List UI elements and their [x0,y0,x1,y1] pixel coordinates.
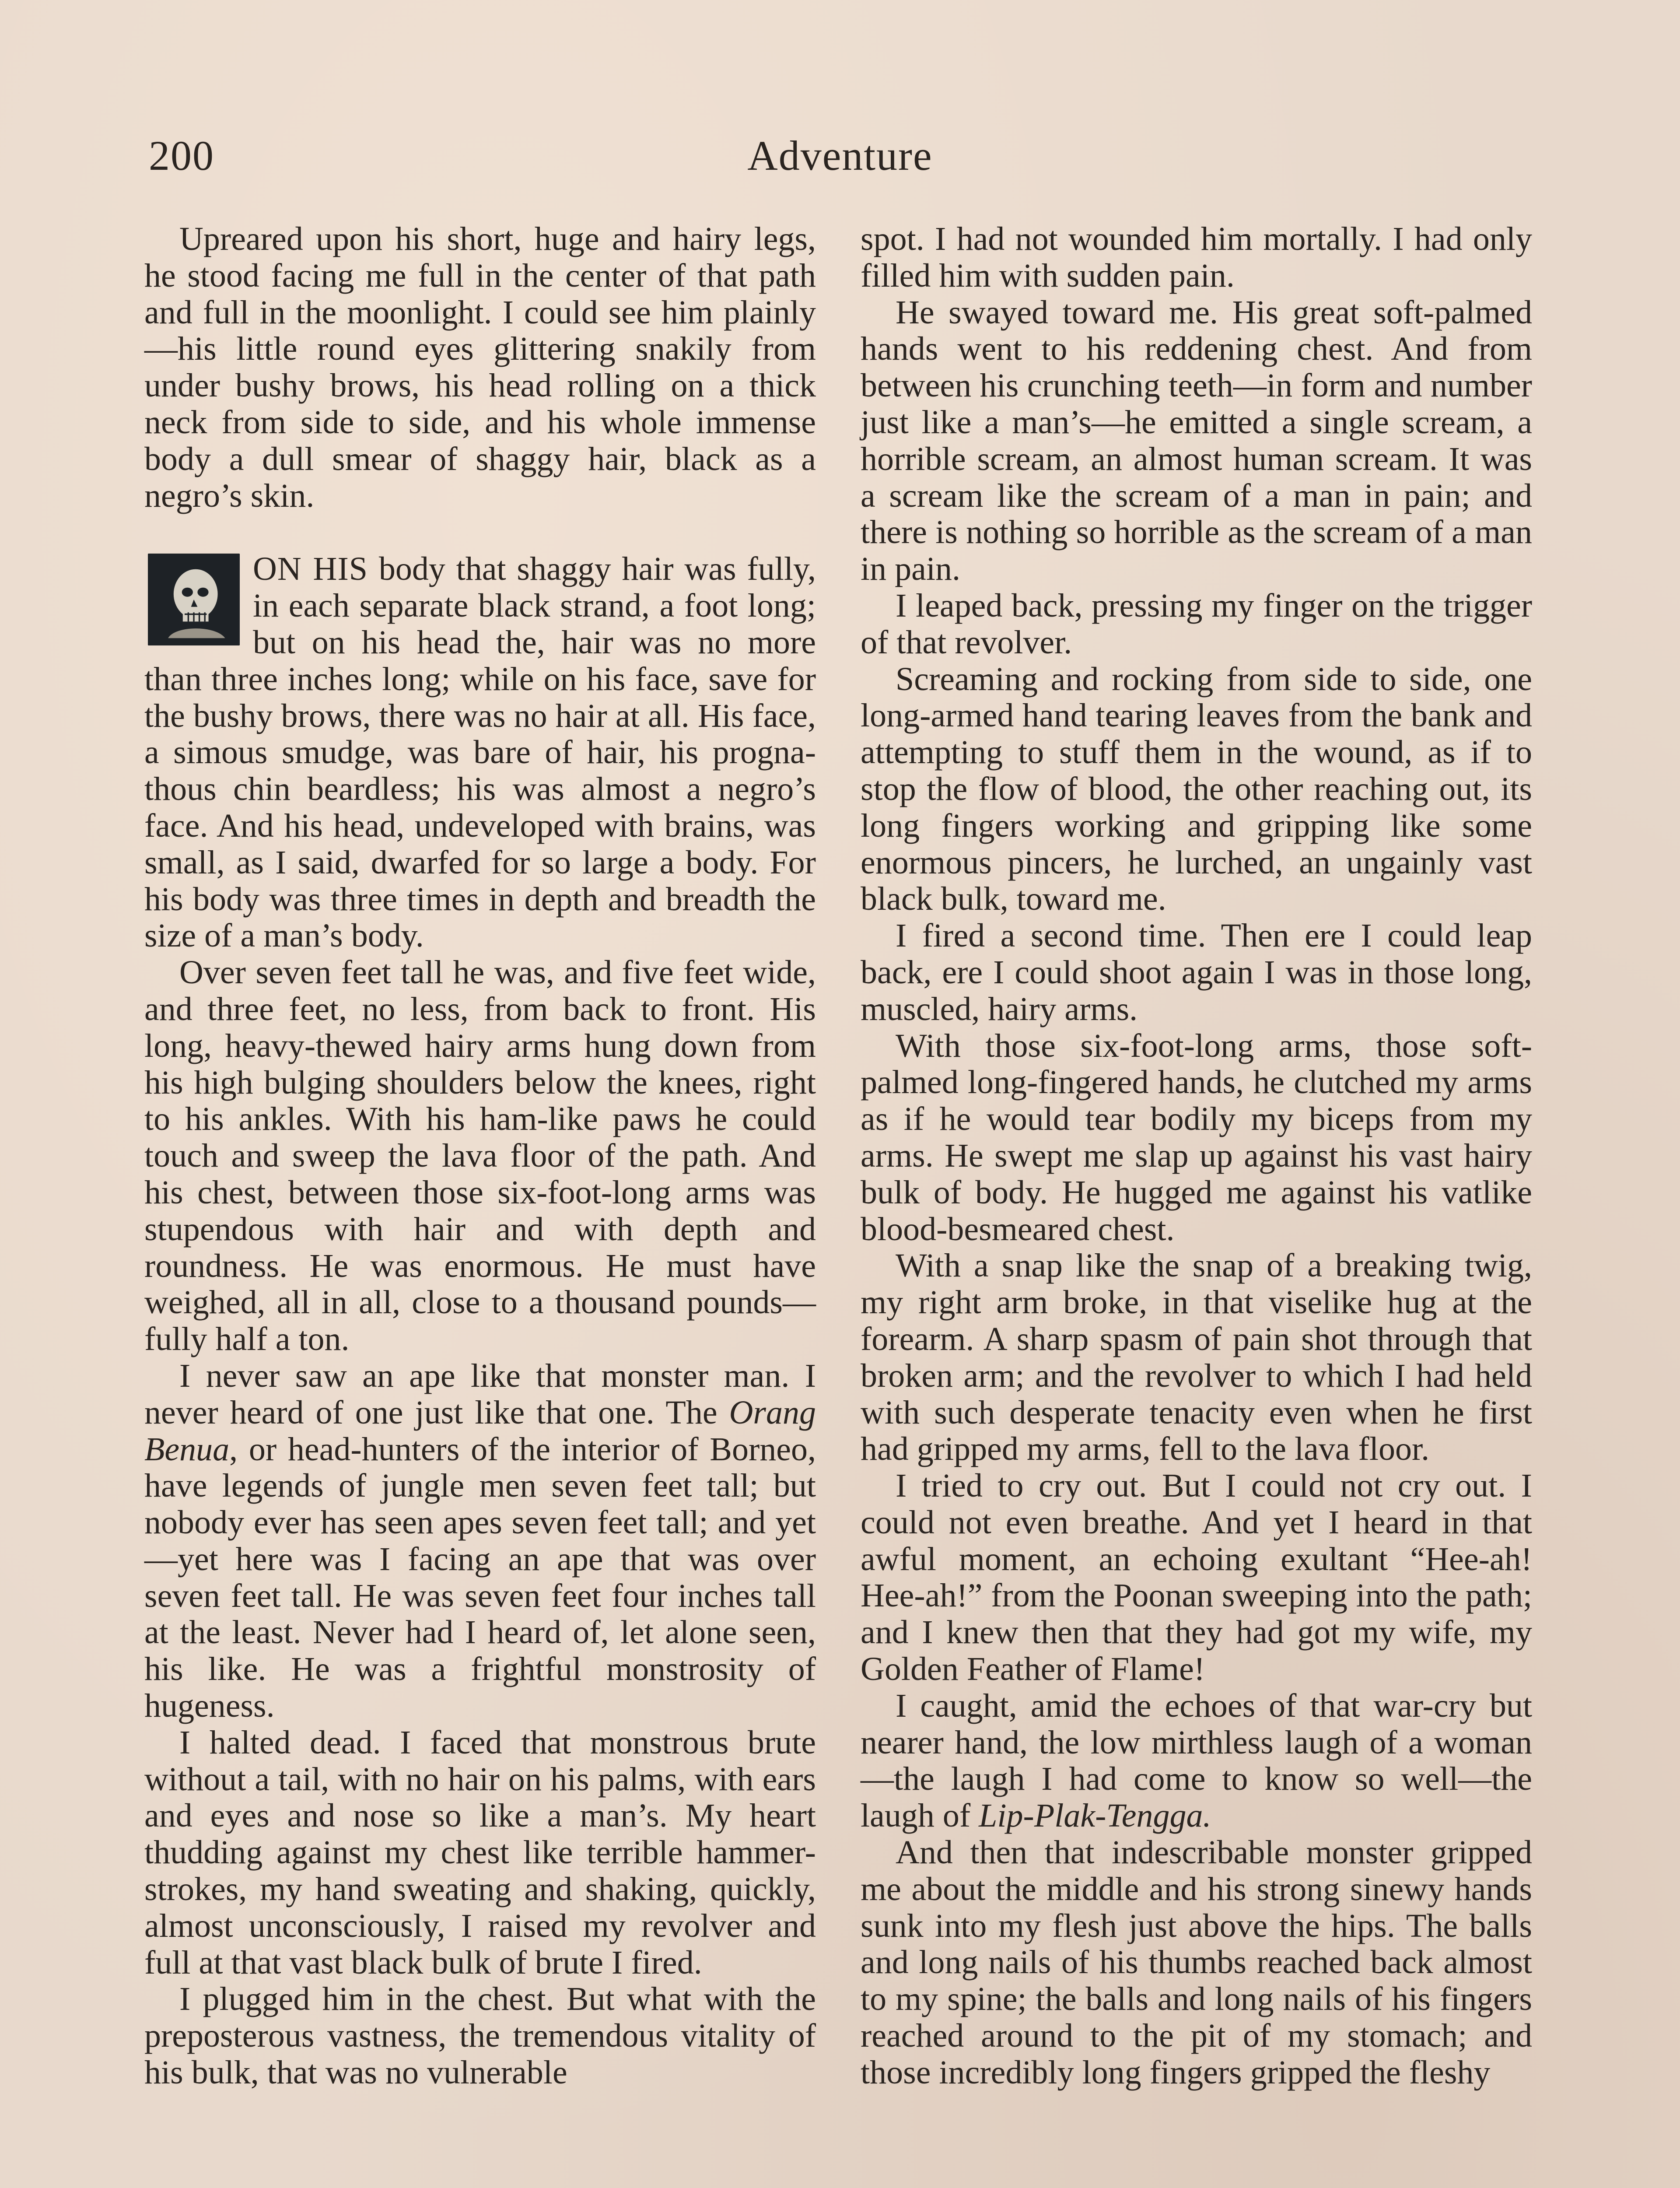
paragraph: I tried to cry out. But I could not cry out. I could not even breathe. And yet I heard in that awful moment, an echoing exultant “Hee-ah! Hee-ah!” from the Poonan sweeping into the path; and I knew then that they had got my wife, my Golden Feather of Flame! [861,1467,1532,1688]
paragraph: spot. I had not wounded him mortally. I had only filled him with sudden pain. [861,221,1532,294]
paragraph: I fired a second time. Then ere I could leap back, ere I could shoot again I was in those long, muscled, hairy arms. [861,917,1532,1027]
paragraph [144,1358,816,1725]
section-opening-paragraph [144,551,816,954]
paragraph: And then that indescribable monster gripped me about the middle and his strong sinewy hands sunk into my flesh just above the hips. The balls and long nails of his thumbs reached back almost to my spine; the balls and long nails of his fingers reached around to the pit of my stomach; and those incredibly long fingers gripped the fleshy [861,1834,1532,2091]
paragraph: I leaped back, pressing my finger on the trigger of that revolver. [861,587,1532,661]
paragraph: Over seven feet tall he was, and five feet wide, and three feet, no less, from back to front. His long, heavy-thewed hairy arms hung down from his high bulging shoulders below the knees, right to his ankles. With his ham-like paws he could touch and sweep the lava floor of the path. And his chest, between those six-foot-long arms was stupendous with hair and with depth and roundness. He was enormous. He must have weighed, all in all, close to a thousand pounds—fully half a ton. [144,954,816,1358]
paragraph: I plugged him in the chest. But what with the preposterous vastness, the tremendous vitality of his bulk, that was no vulnerable [144,1981,816,2091]
skull-portrait-icon [148,554,240,645]
text-run: , or head-hunters of the interior of Borneo, have legends of jungle men seven feet tall; but nobody ever has seen apes seven feet tall; and yet—yet here was I facing an ape that was over seven feet tall. He was seven feet four inches tall at the least. Never had I heard of, let alone seen, his like. He was a frightful monstrosity of hugeness. [144,1431,816,1725]
text-run: I never saw an ape like that monster man. I never heard of one just like that one. The [144,1357,816,1431]
paragraph-text: body that shaggy hair was fully, in each separate black strand, a foot long; but on his head the, hair was no more than three inches long; while on his face, save for the bushy brows, there was no hair at all. His face, a simous smudge, was bare of hair, his prognathous chin beardless; his was almost a negro’s face. And his head, undeveloped with brains, was small, as I said, dwarfed for so large a body. For his body was three times in depth and breadth the size of a man’s body. [144,551,816,954]
paragraph: He swayed toward me. His great soft-palmed hands went to his reddening chest. And from between his crunching teeth—in form and number just like a man’s—he emitted a single scream, a horrible scream, an almost human scream. It was a scream like the scream of a man in pain; and there is nothing so horrible as the scream of a man in pain. [861,294,1532,588]
italic-term: Orang Benua [144,1394,816,1468]
section-lead-words: ON HIS [253,551,368,588]
paragraph: Upreared upon his short, huge and hairy legs, he stood facing me full in the center of that path and full in the moonlight. I could see him plainly—his little round eyes glittering snakily from under bushy brows, his head rolling on a thick neck from side to side, and his whole immense body a dull smear of shaggy hair, black as a negro’s skin. [144,221,816,514]
paragraph: With those six-foot-long arms, those soft-palmed long-fingered hands, he clutched my arms as if he would tear bodily my biceps from my arms. He swept me slap up against his vast hairy bulk of body. He hugged me against his vatlike blood-besmeared chest. [861,1027,1532,1248]
text-run: I caught, amid the echoes of that war-cry but nearer hand, the low mirthless laugh of a woman—the laugh I had come to know so well—the laugh of [861,1687,1532,1834]
right-column [861,221,1532,2091]
paragraph: I halted dead. I faced that monstrous brute without a tail, with no hair on his palms, with ears and eyes and nose so like a man’s. My heart thudding against my chest like terrible hammer-strokes, my hand sweating and shaking, quickly, almost unconsciously, I raised my revolver and full at that vast black bulk of brute I fired. [144,1724,816,1981]
left-column [144,221,816,2091]
paragraph: Screaming and rocking from side to side, one long-armed hand tearing leaves from the bank and attempting to stuff them in the wound, as if to stop the flow of blood, the other reaching out, its long fingers working and gripping like some enormous pincers, he lurched, an ungainly vast black bulk, toward me. [861,660,1532,918]
paragraph [861,1688,1532,1834]
running-head: Adventure [747,132,933,179]
italic-name: Lip-Plak-Tengga. [979,1797,1211,1834]
page-number: 200 [149,132,214,179]
paragraph: With a snap like the snap of a breaking twig, my right arm broke, in that viselike hug at the forearm. A sharp spasm of pain shot through that broken arm; and the revolver to which I had held with such desperate tenacity even when he first had gripped my arms, fell to the lava floor. [861,1247,1532,1468]
